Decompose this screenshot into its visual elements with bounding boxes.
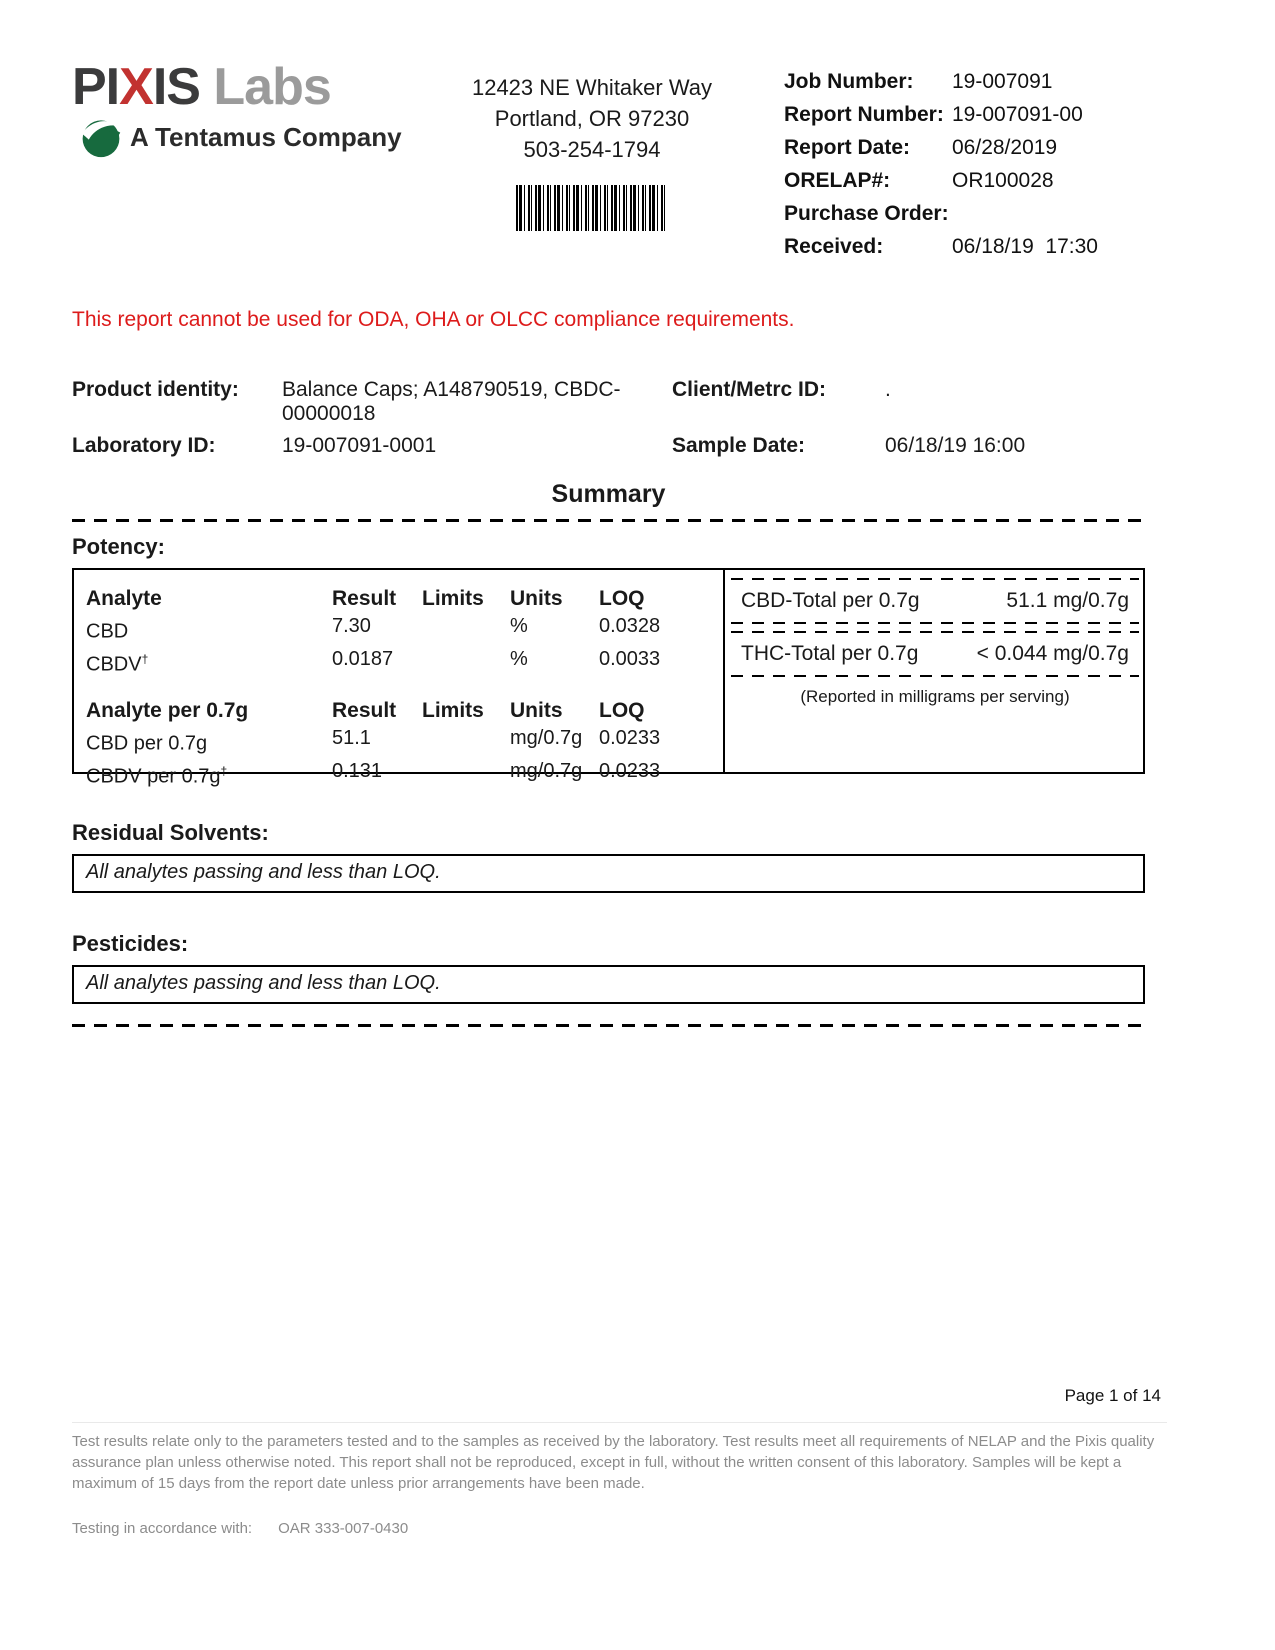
units-value: mg/0.7g: [510, 727, 583, 750]
col-analyte: Analyte: [86, 587, 162, 610]
report-footer: [72, 1386, 1167, 1537]
result-value: 7.30: [332, 615, 371, 637]
totals-note: (Reported in milligrams per serving): [800, 687, 1070, 706]
lab-address: [432, 60, 752, 268]
job-number-value: 19-007091: [952, 70, 1053, 93]
pesticides-result: All analytes passing and less than LOQ.: [86, 972, 441, 994]
tentamus-tagline: [80, 116, 432, 158]
accordance-line: [72, 1520, 1167, 1537]
result-value: 51.1: [332, 727, 371, 750]
report-info-row: [784, 235, 1145, 259]
laboratory-id-value: 19-007091-0001: [282, 434, 437, 457]
compliance-warning: This report cannot be used for ODA, OHA or OLCC compliance requirements.: [72, 308, 795, 331]
col-limits: Limits: [422, 587, 484, 610]
table-row: [86, 725, 723, 758]
report-info-row: [784, 103, 1145, 127]
units-value: %: [510, 647, 528, 670]
dagger-mark: †: [220, 763, 228, 778]
col-result: Result: [332, 587, 397, 610]
pesticides-heading: Pesticides:: [72, 931, 189, 956]
report-header: [72, 0, 1145, 268]
product-identity-label: Product identity:: [72, 378, 239, 401]
limits-value: [422, 646, 510, 679]
col-loq: LOQ: [599, 587, 645, 610]
cbd-total-label: CBD-Total per 0.7g: [741, 589, 920, 612]
orelap-label: ORELAP#:: [784, 169, 891, 192]
potency-totals-panel: [725, 570, 1143, 772]
table-row: [86, 758, 723, 791]
col-analyte-per: Analyte per 0.7g: [86, 699, 249, 723]
dashed-divider-top: [72, 519, 1145, 522]
laboratory-id-label: Laboratory ID:: [72, 434, 216, 457]
barcode: [516, 185, 668, 231]
report-date-value: 06/28/2019: [952, 136, 1058, 159]
thc-total-label: THC-Total per 0.7g: [741, 642, 919, 665]
product-identity-value: Balance Caps; A148790519, CBDC-00000018: [282, 378, 621, 425]
sample-info-block: [72, 378, 1145, 458]
cbd-total-row: [731, 578, 1139, 624]
accordance-value: OAR 333-007-0430: [278, 1520, 409, 1537]
leaf-icon: [80, 116, 122, 158]
logo-text-is: IS: [152, 58, 200, 116]
client-metrc-value: .: [885, 378, 891, 401]
received-value: 06/18/19 17:30: [952, 235, 1098, 258]
potency-heading: Potency:: [72, 534, 165, 559]
col-result: Result: [332, 699, 397, 723]
analyte-name: CBD: [86, 620, 129, 643]
units-value: mg/0.7g: [510, 759, 583, 782]
col-units: Units: [510, 587, 563, 610]
table-row: [86, 613, 723, 646]
residual-solvents-heading: Residual Solvents:: [72, 820, 269, 845]
page-number: Page 1 of 14: [1064, 1386, 1161, 1405]
limits-value: [422, 725, 510, 758]
report-info-row: [784, 70, 1145, 94]
pixis-labs-logo: [72, 60, 432, 268]
result-value: 0.0187: [332, 647, 394, 670]
report-info-block: [784, 60, 1145, 268]
thc-total-row: [731, 631, 1139, 677]
potency-table-header: [86, 584, 723, 613]
loq-value: 0.0033: [599, 647, 661, 670]
analyte-name: CBDV per 0.7g†: [86, 763, 228, 788]
pesticides-box: [72, 965, 1145, 1004]
cbd-total-value: 51.1 mg/0.7g: [1006, 589, 1129, 612]
address-line-1: 12423 NE Whitaker Way: [471, 75, 713, 100]
thc-total-value: < 0.044 mg/0.7g: [976, 642, 1129, 665]
units-value: %: [510, 615, 528, 637]
summary-title: Summary: [551, 480, 666, 508]
potency-box: [72, 568, 1145, 788]
analyte-name: CBDV†: [86, 651, 149, 676]
col-loq: LOQ: [599, 699, 645, 723]
analyte-name: CBD per 0.7g: [86, 732, 208, 755]
report-number-value: 19-007091-00: [952, 103, 1083, 126]
loq-value: 0.0233: [599, 759, 661, 782]
sample-date-value: 06/18/19 16:00: [885, 434, 1026, 457]
accordance-label: Testing in accordance with:: [72, 1520, 253, 1537]
logo-text-labs: Labs: [199, 58, 331, 116]
result-value: 0.131: [332, 759, 383, 782]
sample-date-label: Sample Date:: [672, 434, 806, 457]
report-date-label: Report Date:: [784, 136, 911, 159]
col-limits: Limits: [422, 699, 484, 723]
loq-value: 0.0328: [599, 615, 661, 637]
report-info-row: [784, 169, 1145, 193]
col-units: Units: [510, 699, 563, 723]
logo-text-x: X: [119, 58, 153, 116]
limits-value: [422, 758, 510, 791]
job-number-label: Job Number:: [784, 70, 914, 93]
address-line-3: 503-254-1794: [523, 137, 661, 162]
client-metrc-label: Client/Metrc ID:: [672, 378, 827, 401]
table-row: [86, 646, 723, 679]
logo-wordmark: [72, 60, 432, 114]
sample-info-row: [72, 378, 1145, 426]
loq-value: 0.0233: [599, 727, 661, 750]
report-info-row: [784, 202, 1145, 226]
sample-info-row: [72, 434, 1145, 458]
purchase-order-label: Purchase Order:: [784, 202, 949, 225]
logo-text-pi: PI: [72, 58, 120, 116]
residual-solvents-result: All analytes passing and less than LOQ.: [86, 861, 441, 883]
residual-solvents-box: [72, 854, 1145, 893]
report-number-label: Report Number:: [784, 103, 944, 126]
orelap-value: OR100028: [952, 169, 1054, 192]
received-label: Received:: [784, 235, 884, 258]
address-line-2: Portland, OR 97230: [494, 106, 690, 131]
report-info-row: [784, 136, 1145, 160]
tagline-text: A Tentamus Company: [130, 121, 402, 152]
disclaimer-text: Test results relate only to the parameters tested and to the samples as received by the laboratory. Test results meet all requirements of NELAP and the Pixis quality assurance plan unless otherwise noted. This report shall not be reproduced, except in full, without the written consent of this laboratory. Samples will be kept a maximum of 15 days from the report date unless prior arrangements have been made.: [72, 1422, 1167, 1494]
dashed-divider-bottom: [72, 1024, 1145, 1027]
potency-table-header-2: [86, 696, 723, 725]
potency-table: [74, 570, 725, 788]
limits-value: [422, 613, 510, 646]
dagger-mark: †: [141, 651, 149, 666]
